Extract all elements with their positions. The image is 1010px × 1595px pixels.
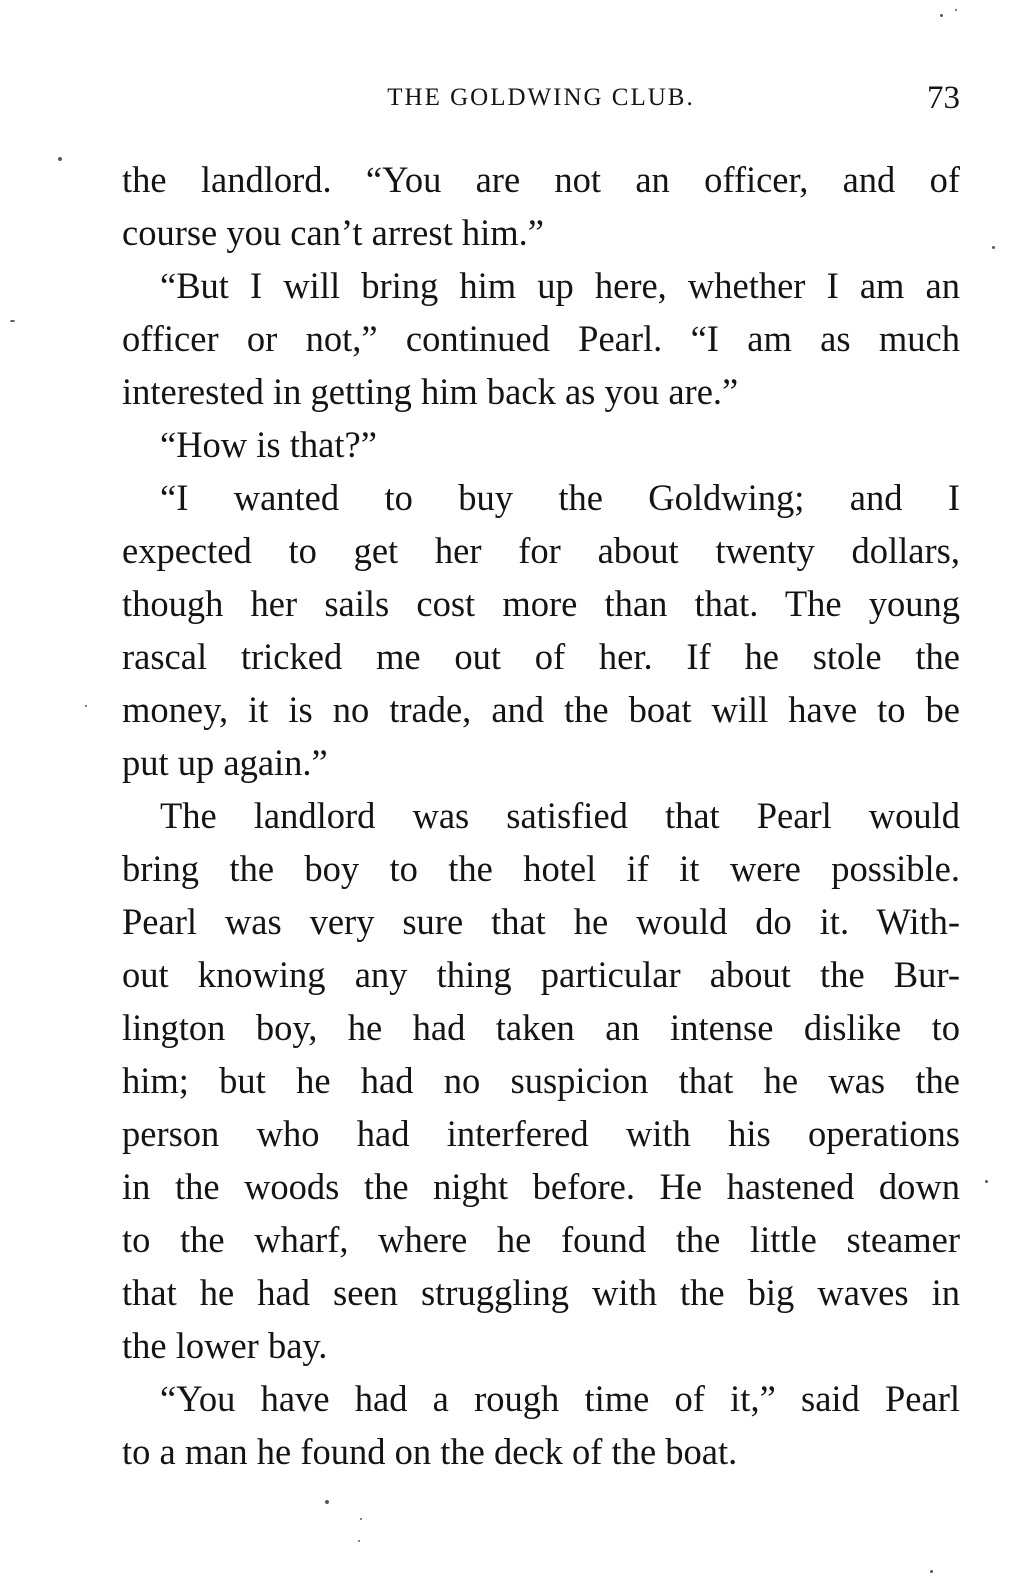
scan-speck (325, 1500, 329, 1504)
text-line: lington boy, he had taken an intense dislike to (122, 1007, 960, 1048)
text-line: interested in getting him back as you are.” (122, 371, 739, 412)
text-line: The landlord was satisfied that Pearl would (160, 795, 960, 836)
text-line: “How is that?” (160, 424, 377, 465)
scan-speck (85, 705, 87, 707)
text-line: “You have had a rough time of it,” said Pearl (160, 1378, 960, 1419)
scan-speck (360, 1518, 362, 1520)
text-line: him; but he had no suspicion that he was the (122, 1060, 960, 1101)
text-line: course you can’t arrest him.” (122, 212, 544, 253)
text-line: money, it is no trade, and the boat will have to be (122, 689, 960, 730)
text-line: though her sails cost more than that. The young (122, 583, 960, 624)
text-line: “I wanted to buy the Goldwing; and I (160, 477, 960, 518)
text-line: “But I will bring him up here, whether I am an (160, 265, 960, 306)
text-line: put up again.” (122, 742, 328, 783)
text-line: to the wharf, where he found the little steamer (122, 1219, 960, 1260)
body-text (122, 153, 960, 1478)
text-line: Pearl was very sure that he would do it. With- (122, 901, 960, 942)
text-line: officer or not,” continued Pearl. “I am as much (122, 318, 960, 359)
running-title: THE GOLDWING CLUB. (387, 84, 695, 111)
text-line: rascal tricked me out of her. If he stole the (122, 636, 960, 677)
text-line: to a man he found on the deck of the boat. (122, 1431, 738, 1472)
scan-speck (358, 1540, 360, 1542)
text-line: that he had seen struggling with the big waves in (122, 1272, 960, 1313)
scan-speck (940, 14, 943, 17)
text-line: the lower bay. (122, 1325, 328, 1366)
text-line: bring the boy to the hotel if it were possible. (122, 848, 960, 889)
scan-speck (930, 1570, 933, 1573)
text-line: in the woods the night before. He hastened down (122, 1166, 960, 1207)
page-number: 73 (927, 80, 960, 116)
text-line: expected to get her for about twenty dollars, (122, 530, 960, 571)
text-line: person who had interfered with his operations (122, 1113, 960, 1154)
scan-speck (985, 1180, 988, 1183)
scan-speck (955, 9, 957, 11)
text-line: the landlord. “You are not an officer, and of (122, 159, 960, 200)
scan-speck (58, 157, 62, 161)
scan-speck (10, 320, 15, 322)
running-head (122, 80, 960, 120)
scan-speck (992, 246, 995, 249)
text-line: out knowing any thing particular about the Bur- (122, 954, 960, 995)
